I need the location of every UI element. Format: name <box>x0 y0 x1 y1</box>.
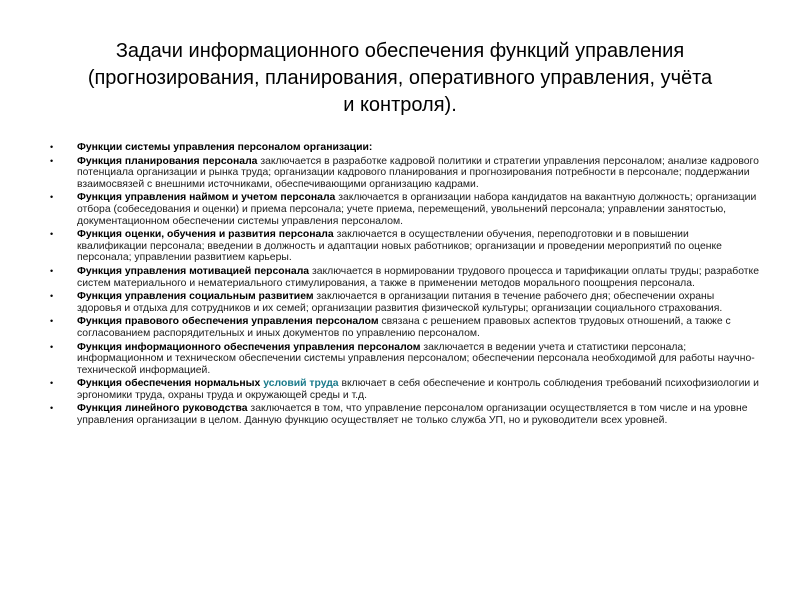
item-heading: Функция правового обеспечения управления персоналом <box>77 316 379 328</box>
bullet-icon: • <box>50 192 54 203</box>
item-text: заключается в осуществлении обучения, переподготовки и в повышении квалификации персонала; введении в должность и адаптации новых работников; организации и проведении мероприятий по оценке персонала; управлении развитием карьеры. <box>77 229 722 264</box>
list-item <box>50 156 760 191</box>
list-item <box>50 291 760 314</box>
item-heading: Функция оценки, обучения и развития персонала <box>77 229 334 241</box>
item-text: заключается в разработке кадровой политики и стратегии управления персоналом; анализе кадрового потенциала организации и рынка труда; организации кадрового планирования и прогнозирования потребности в персонале; поддержании взаимосвязей с внешними источниками, обеспечивающими организацию кадрами. <box>77 155 759 190</box>
list-item <box>50 192 760 227</box>
bullet-icon: • <box>50 155 54 166</box>
bullet-icon: • <box>50 341 54 352</box>
item-heading: Функция управления мотивацией персонала <box>77 265 310 277</box>
slide-title <box>40 38 760 119</box>
title-line-3: и контроля). <box>343 94 457 116</box>
item-text: заключается в нормировании трудового процесса и тарификации оплаты труды; разработке систем материального и нематериального стимулирования, а также в применении методов морального поощрения персонала. <box>77 265 759 289</box>
item-text: включает в себя обеспечение и контроль соблюдения требований психофизиологии и эргономики труда, охраны труда и окружающей среды и т.д. <box>77 378 759 401</box>
list-item <box>50 342 760 377</box>
bullet-icon: • <box>50 265 54 276</box>
list-item <box>50 316 760 339</box>
list-item <box>50 142 760 154</box>
item-heading: Функция управления социальным развитием <box>77 291 314 303</box>
list-item <box>50 266 760 289</box>
list-item <box>50 403 760 426</box>
bullet-icon: • <box>50 403 54 414</box>
item-link[interactable]: условий труда <box>263 378 339 390</box>
item-text: заключается в организации питания в течение рабочего дня; обеспечении охраны здоровья и отдыха для сотрудников и их семей; организации развития физической культуры; организации социального страхования. <box>77 291 723 314</box>
item-text: заключается в организации набора кандидатов на вакантную должность; организации отбора (собеседования и оценки) и приема персонала; учете приема, перемещений, увольнений персонала; управлении занятостью, документационном обеспечении системы управления персоналом. <box>77 192 757 227</box>
item-heading: Функция обеспечения нормальных <box>77 378 264 390</box>
item-heading: Функция линейного руководства <box>77 403 248 415</box>
bullet-icon: • <box>50 229 54 240</box>
item-text: связана с решением правовых аспектов трудовых отношений, а также с согласованием распорядительных и иных документов по управлению персоналом. <box>77 316 731 339</box>
list-item <box>50 378 760 401</box>
bullet-icon: • <box>50 316 54 327</box>
item-text: заключается в ведении учета и статистики персонала; информационном и техническом обеспечении системы управления персоналом; обеспечении персонала необходимой для работы научно-технической информацией. <box>77 341 755 376</box>
item-heading: Функция управления наймом и учетом персонала <box>77 192 336 204</box>
functions-list <box>50 142 760 429</box>
bullet-icon: • <box>50 291 54 302</box>
item-text: заключается в том, что управление персоналом организации осуществляется в том числе и на уровне управления организации в целом. Данную функцию осуществляет не только служба УП, но и руководители всех уровней. <box>77 403 748 427</box>
item-heading: Функция планирования персонала <box>77 155 258 167</box>
item-heading: Функция информационного обеспечения управления персоналом <box>77 341 421 353</box>
item-heading: Функции системы управления персоналом организации: <box>77 142 373 153</box>
title-line-1: Задачи информационного обеспечения функций управления <box>115 40 685 62</box>
bullet-icon: • <box>50 142 54 152</box>
title-line-2: (прогнозирования, планирования, оперативного управления, учёта <box>87 67 713 89</box>
list-item <box>50 229 760 264</box>
bullet-icon: • <box>50 378 54 389</box>
